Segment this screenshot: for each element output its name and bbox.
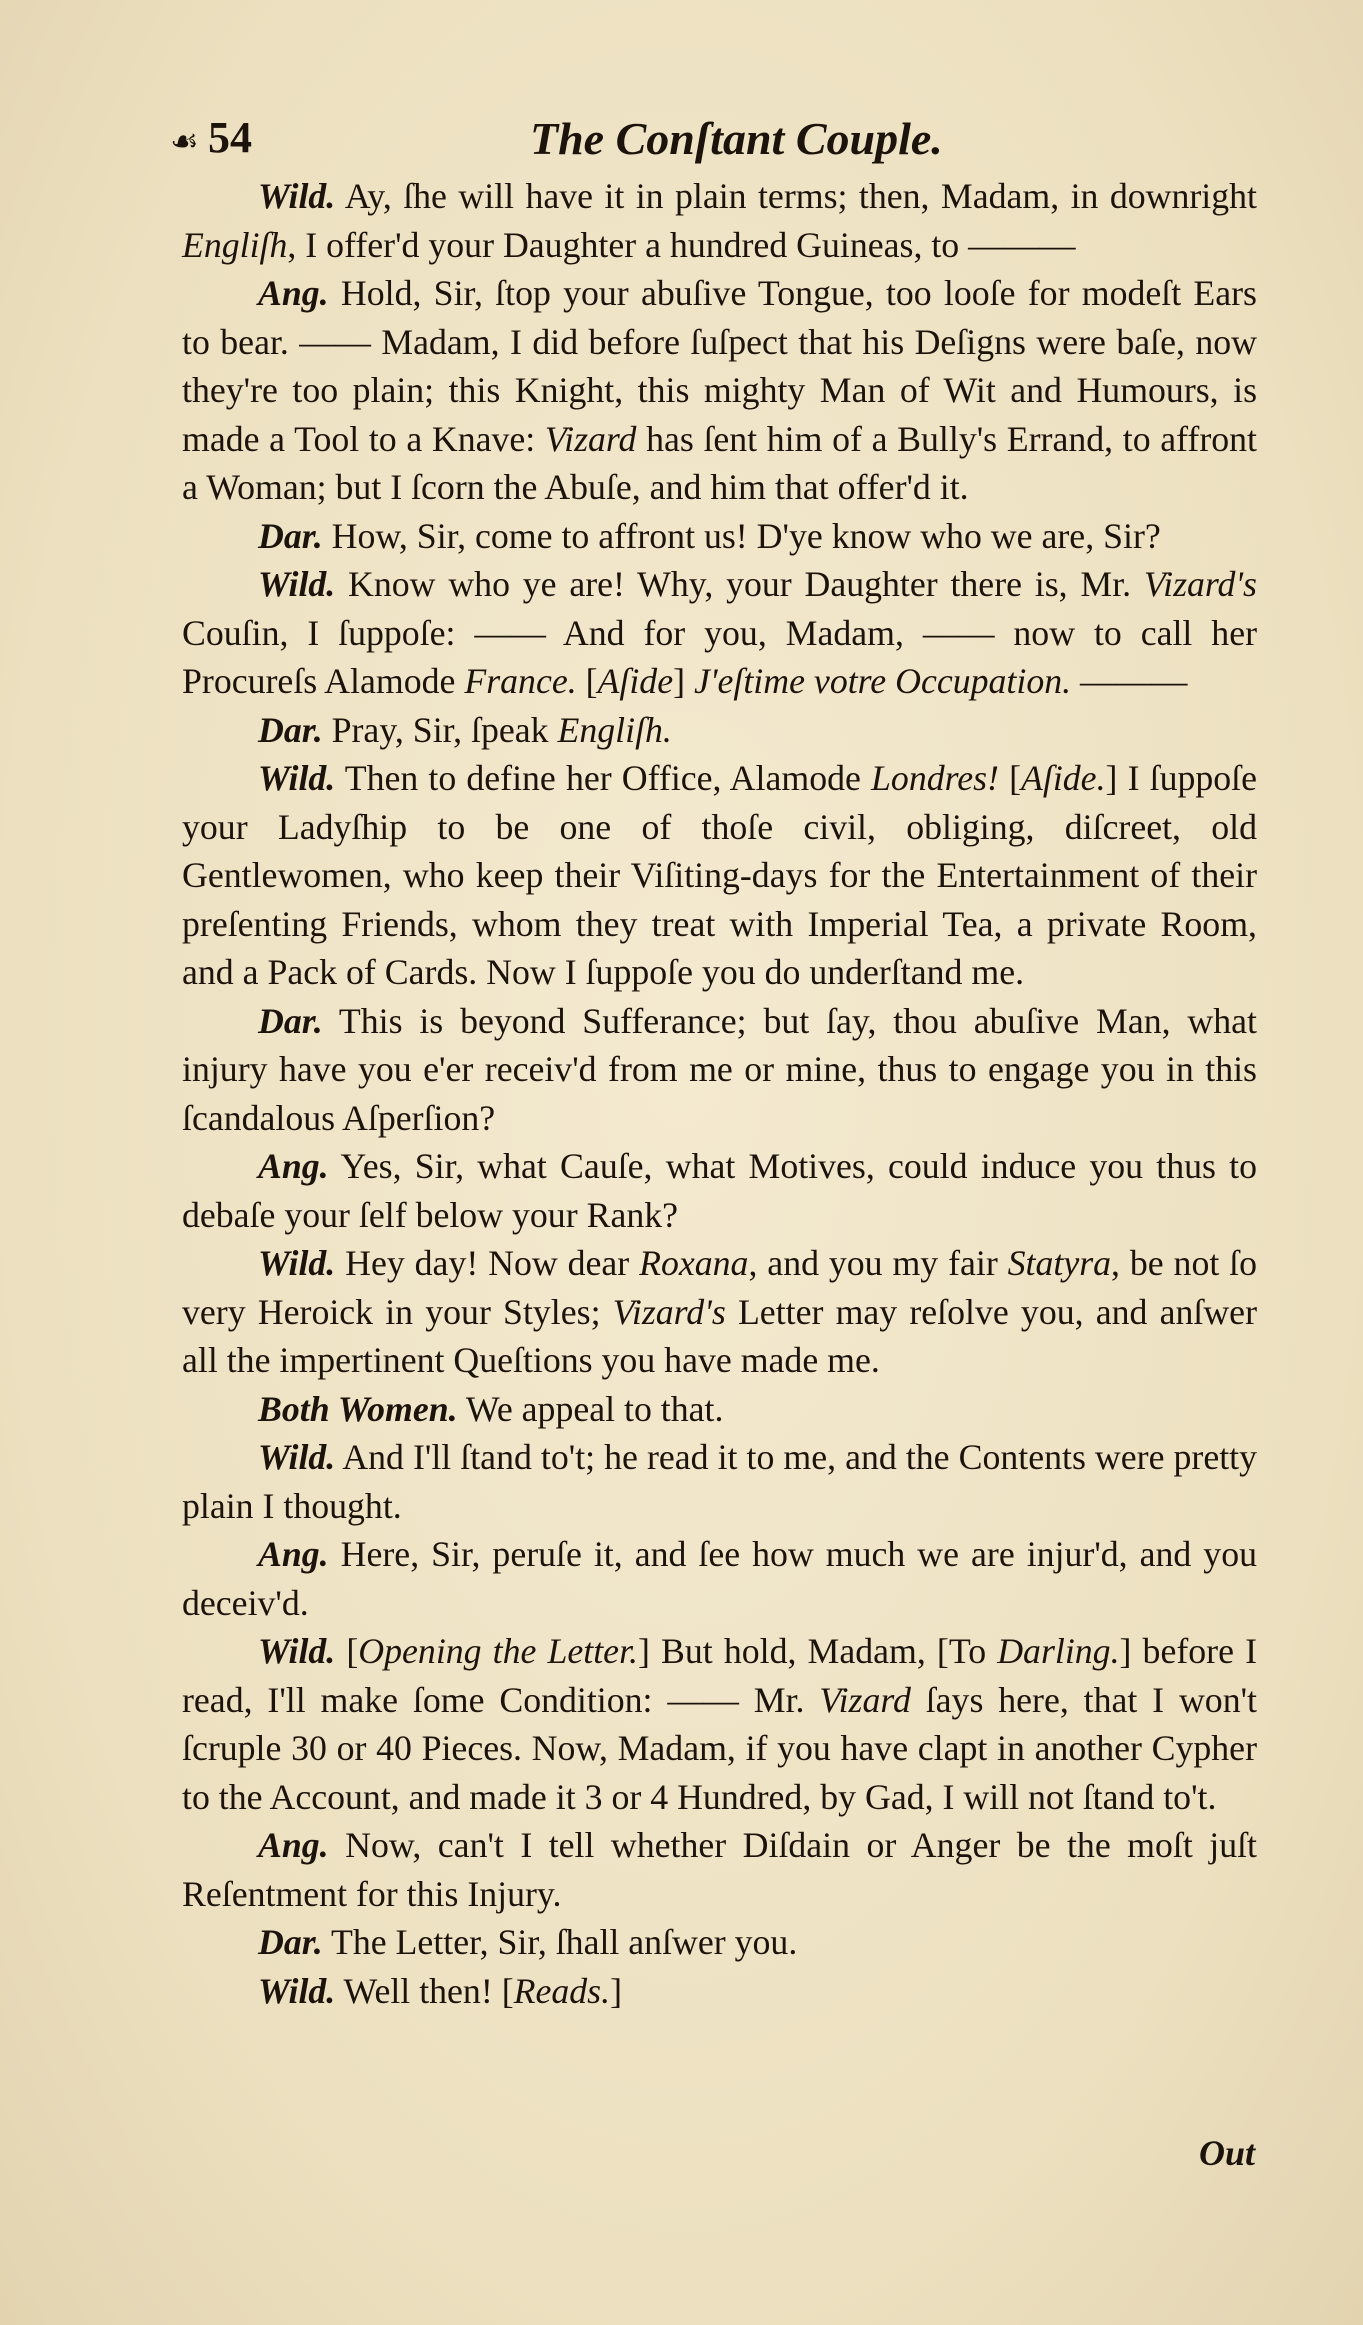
speech-text: This is beyond Sufferance; but ſay, thou abuſive Man, what injury have you e'er receiv'd from me or mine, thus to engage you in this ſcandalous Aſperſion? (182, 1000, 1257, 1138)
speech-text: Now, can't I tell whether Diſdain or Anger be the moſt juſt Reſentment for this Injury. (182, 1825, 1257, 1914)
italic-text: Opening the Letter. (358, 1631, 638, 1671)
speech-text: , and you my fair (748, 1243, 1008, 1283)
italic-text: Reads. (513, 1970, 611, 2011)
speech-text: Ay, ſhe will have it in plain terms; then, Madam, in downright (335, 176, 1257, 216)
italic-text: Londres! (871, 758, 999, 798)
speaker-name: Dar. (258, 515, 323, 556)
speech-text: Here, Sir, peruſe it, and ſee how much we are injur'd, and you deceiv'd. (182, 1534, 1257, 1623)
speech (182, 706, 1257, 755)
speech-text: Hey day! Now dear (335, 1243, 640, 1283)
speaker-name: Ang. (258, 273, 329, 313)
speech (182, 1433, 1257, 1530)
speech-text: How, Sir, come to affront us! D'ye know who we are, Sir? (322, 515, 1161, 556)
speech-text: Well then! [ (335, 1970, 514, 2011)
italic-text: Vizard's (1143, 564, 1257, 604)
speech (182, 512, 1257, 561)
speaker-name: Wild. (258, 1243, 336, 1283)
speech (182, 1918, 1257, 1967)
speech-text: , be not ſo very Heroick in your Styles; (182, 1243, 1258, 1332)
speech (182, 1239, 1257, 1385)
speech-text: has ſent him of a Bully's Errand, to affront a Woman; but I ſcorn the Abuſe, and him that offer'd it. (182, 418, 1257, 507)
speaker-name: Wild. (258, 758, 336, 798)
speaker-name: Dar. (258, 1000, 323, 1041)
italic-text: Darling. (997, 1631, 1120, 1671)
speech (182, 754, 1257, 997)
speech-text: Yes, Sir, what Cauſe, what Motives, could induce you thus to debaſe your ſelf below your Rank? (182, 1146, 1257, 1235)
speech-text: Couſin, I ſuppoſe: —— And for you, Madam, —— now to call her Procureſs Alamode (182, 612, 1257, 701)
speech (182, 269, 1257, 512)
running-title: The Conſtant Couple. (530, 113, 943, 164)
italic-text: Vizard's (612, 1291, 726, 1332)
speech-text: Hold, Sir, ſtop your abuſive Tongue, too looſe for modeſt Ears to bear. —— Madam, I did before ſuſpect that his Deſigns were baſe, now they're too plain; this Knight, this mighty Man of Wit and Humours, is made a Tool to a Knave: (182, 273, 1257, 459)
speaker-name: Ang. (258, 1534, 329, 1574)
speech-text: ] (673, 661, 694, 701)
speaker-name: Wild. (258, 1970, 336, 2011)
italic-text: Aſide (597, 661, 674, 701)
speech-text: Know who ye are! Why, your Daughter there is, Mr. (335, 564, 1144, 604)
speech-text: ſays here, that I won't ſcruple 30 or 40 Pieces. Now, Madam, if you have clapt in another Cypher to the Account, and made it 3 or 4 Hundred, by Gad, I will not ſtand to't. (182, 1679, 1257, 1817)
speech-text: ——— (1071, 661, 1188, 701)
speech-text: [ (335, 1631, 359, 1671)
italic-text: Engliſh. (557, 709, 672, 750)
speech-text: The Letter, Sir, ſhall anſwer you. (322, 1922, 798, 1962)
speech-text: Pray, Sir, ſpeak (322, 709, 558, 750)
speaker-name: Wild. (258, 564, 336, 604)
speech-text: ] But hold, Madam, [To (637, 1631, 998, 1671)
speech (182, 1385, 1257, 1434)
speaker-name: Wild. (258, 1631, 336, 1671)
speaker-name: Ang. (258, 1146, 329, 1186)
speaker-name: Both Women. (258, 1388, 458, 1429)
page-number: 54 (208, 113, 252, 162)
speech-text: [ (576, 661, 598, 701)
speech (182, 1530, 1257, 1627)
speech-text: ] before I read, I'll make ſome Condition: —— Mr. (182, 1631, 1257, 1720)
speaker-name: Ang. (258, 1825, 329, 1865)
speech-text: [ (998, 758, 1022, 798)
speech (182, 1967, 1257, 2016)
speech (182, 1627, 1257, 1821)
speech (182, 560, 1257, 706)
italic-text: Vizard (819, 1679, 911, 1720)
italic-text: Statyra (1007, 1243, 1112, 1283)
speech-text: Letter may reſolve you, and anſwer all the impertinent Queſtions you have made me. (182, 1291, 1257, 1380)
page-header (170, 112, 1260, 172)
speech-text: And I'll ſtand to't; he read it to me, and the Contents were pretty plain I thought. (182, 1437, 1257, 1526)
speech (182, 172, 1257, 269)
speech-text: Then to define her Office, Alamode (335, 758, 872, 798)
speech-text: , I offer'd your Daughter a hundred Guineas, to ——— (287, 224, 1076, 265)
speech (182, 1142, 1257, 1239)
speech (182, 997, 1257, 1143)
italic-text: J'eſtime votre Occupation. (693, 661, 1072, 701)
speaker-name: Dar. (258, 1922, 323, 1962)
printer-mark-icon: ☙ (170, 123, 199, 159)
italic-text: Aſide. (1021, 758, 1106, 798)
speech-text: We appeal to that. (457, 1388, 724, 1429)
play-text (182, 172, 1257, 2015)
italic-text: Engliſh (182, 224, 288, 265)
speaker-name: Wild. (258, 1437, 336, 1477)
speaker-name: Wild. (258, 176, 336, 216)
speaker-name: Dar. (258, 709, 323, 750)
speech (182, 1821, 1257, 1918)
speech-text: ] I ſuppoſe your Ladyſhip to be one of thoſe civil, obliging, diſcreet, old Gentlewomen, who keep their Viſiting-days for the Entertainment of their preſenting Friends, whom they treat with Imperial Tea, a private Room, and a Pack of Cards. Now I ſuppoſe you do underſtand me. (182, 758, 1258, 992)
italic-text: Roxana (639, 1243, 749, 1283)
italic-text: France. (464, 661, 577, 701)
italic-text: Vizard (544, 418, 637, 459)
speech-text: ] (610, 1970, 622, 2011)
catchword: Out (1198, 2133, 1255, 2173)
